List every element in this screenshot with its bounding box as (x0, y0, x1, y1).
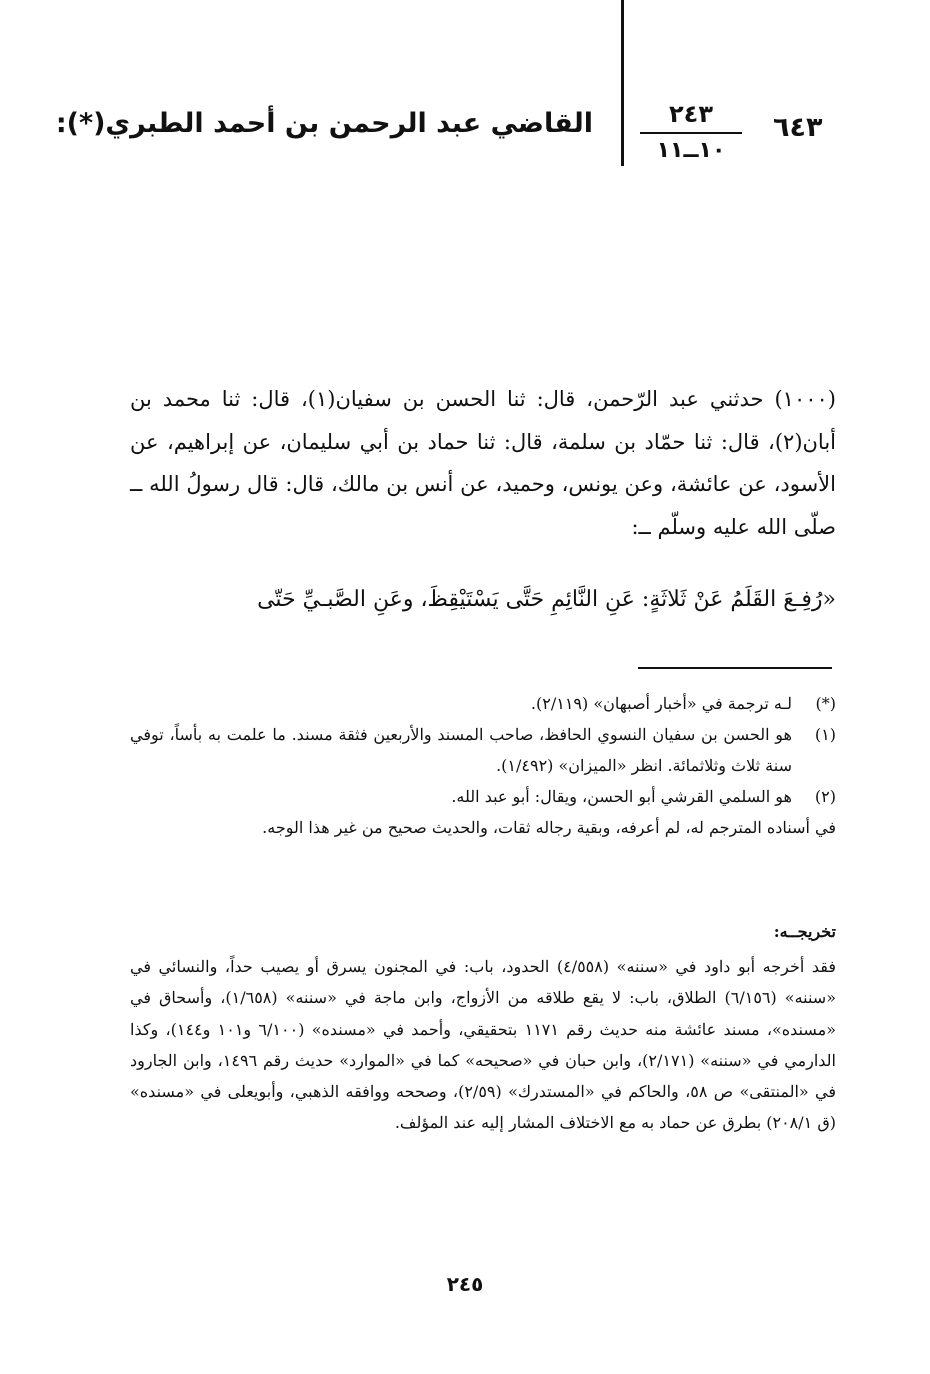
fraction-top: ٢٤٣ (669, 100, 713, 128)
page-number: ٢٤٥ (446, 1272, 484, 1296)
footnote-separator (638, 667, 832, 669)
footnotes (130, 688, 836, 843)
footnote-mark: (٢) (814, 787, 836, 806)
fraction-bar (640, 132, 742, 134)
footnote-mark: (١) (814, 725, 836, 744)
isnad-paragraph: (١٠٠٠) حدثني عبد الرّحمن، قال: ثنا الحسن بن سفيان(١)، قال: ثنا محمد بن أبان(٢)، قال: ثنا حمّاد بن سلمة، قال: ثنا حماد بن أبي سليمان، عن إبراهيم، عن الأسود، عن عائشة، وعن يونس، وحميد، عن أنس بن مالك، قال: قال رسولُ الله ــ صلّى الله عليه وسلّم ــ: (130, 387, 837, 539)
footnote-text: لـه ترجمة في «أخبار أصبهان» (٢/١١٩). (530, 694, 792, 713)
entry-fraction (636, 100, 746, 163)
footnote-continuation: في أسناده المترجم له، لم أعرفه، وبقية رجاله ثقات، والحديث صحيح من غير هذا الوجه. (262, 818, 836, 837)
footnote-mark: (*) (815, 694, 836, 713)
entry-title: القاضي عبد الرحمن بن أحمد الطبري(*): (55, 108, 593, 139)
main-text (130, 378, 836, 548)
footnote-text: هو الحسن بن سفيان النسوي الحافظ، صاحب المسند والأربعين فثقة مسند. ما علمت به بأساً، توفي سنة ثلاث وثلاثمائة. انظر «الميزان» (١/٤٩٢). (130, 725, 792, 775)
fraction-bottom: ١٠ــ١١ (656, 138, 726, 163)
footnote-item (130, 781, 836, 812)
takhrij-heading: تخريجــه: (773, 922, 836, 941)
entry-number: ٦٤٣ (773, 112, 823, 143)
footnote-item (130, 719, 836, 781)
footnote-text: هو السلمي القرشي أبو الحسن، ويقال: أبو عبد الله. (451, 787, 792, 806)
takhrij-body: فقد أخرجه أبو داود في «سننه» (٤/٥٥٨) الحدود، باب: في المجنون يسرق أو يصيب حداً، والنسائي في «سننه» (٦/١٥٦) الطلاق، باب: لا يقع طلاقه من الأزواج، وابن ماجة في «سننه» (١/٦٥٨)، وأسحاق في «مسنده»، مسند عائشة منه حديث رقم ١١٧١ بتحقيقي، وأحمد في «مسنده» (٦/١٠٠ و١٠١ و١٤٤)، وكذا الدارمي في «سننه» (٢/١٧١)، وابن حبان في «صحيحه» كما في «الموارد» حديث رقم ١٤٩٦، وابن الجارود في «المنتقى» ص ٥٨، والحاكم في «المستدرك» (٢/٥٩)، وصححه ووافقه الذهبي، وأبويعلى في «مسنده» (ق ٢٠٨/١) بطرق عن حماد به مع الاختلاف المشار إليه عند المؤلف. (130, 957, 837, 1133)
footnote-item (130, 688, 836, 719)
takhrij-section (130, 916, 836, 1138)
header-divider (621, 0, 624, 166)
hadith-text: «رُفِـعَ القَلَمُ عَنْ ثَلاثَةٍ: عَنِ النَّائِمِ حَتَّى يَسْتَيْقِظَ، وعَنِ الصَّبـيِّ حَتّى (257, 587, 836, 612)
